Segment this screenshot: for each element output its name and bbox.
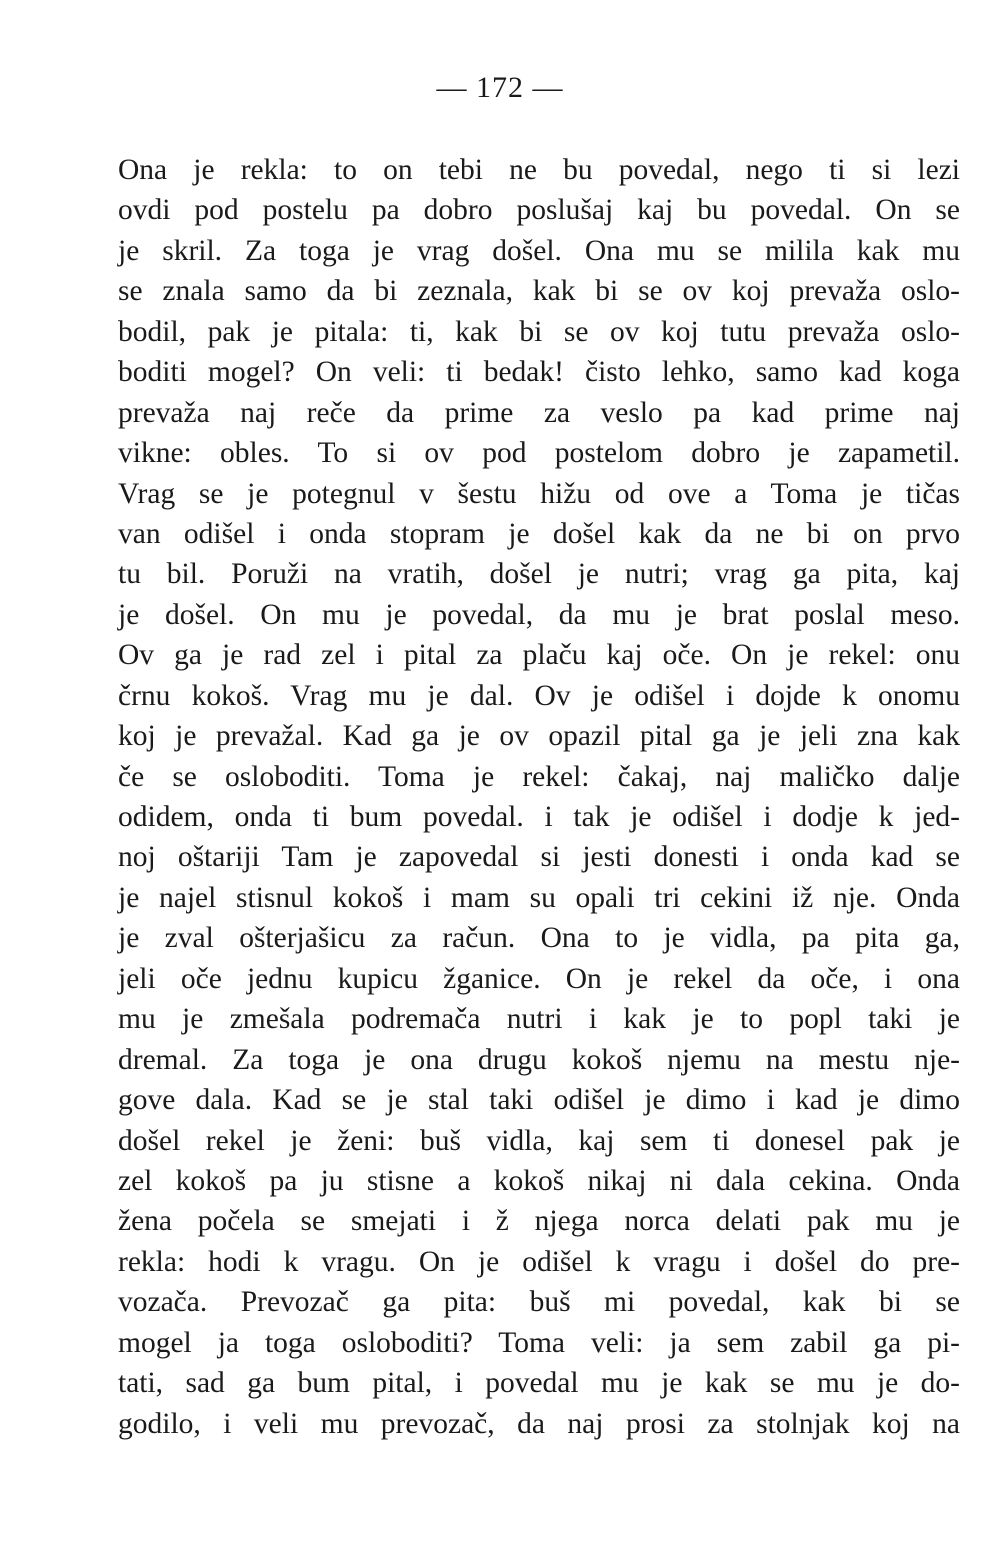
text-line: jeli oče jednu kupicu žganice. On je rekel da oče, i ona — [118, 962, 960, 995]
text-line: Ov ga je rad zel i pital za plaču kaj oče. On je rekel: onu — [118, 639, 960, 672]
text-line: prevaža naj reče da prime za veslo pa kad prime naj — [118, 396, 960, 429]
body-text — [118, 150, 960, 1444]
text-line: mu je zmešala podremača nutri i kak je to popl taki je — [118, 1003, 960, 1036]
text-line: je došel. On mu je povedal, da mu je brat poslal meso. — [118, 598, 960, 631]
text-line: žena počela se smejati i ž njega norca delati pak mu je — [118, 1205, 960, 1238]
text-line: vozača. Prevozač ga pita: buš mi povedal, kak bi se — [118, 1286, 960, 1319]
text-line: je skril. Za toga je vrag došel. Ona mu se milila kak mu — [118, 234, 960, 267]
text-line: če se osloboditi. Toma je rekel: čakaj, naj maličko dalje — [118, 760, 960, 793]
text-line: tu bil. Poruži na vratih, došel je nutri; vrag ga pita, kaj — [118, 558, 960, 591]
text-line: Ona je rekla: to on tebi ne bu povedal, nego ti si lezi — [118, 154, 960, 186]
text-line: koj je prevažal. Kad ga je ov opazil pital ga je jeli zna kak — [118, 720, 960, 753]
text-line: van odišel i onda stopram je došel kak da ne bi on prvo — [118, 517, 960, 550]
text-line: bodil, pak je pitala: ti, kak bi se ov koj tutu prevaža oslo- — [118, 315, 960, 348]
text-line: došel rekel je ženi: buš vidla, kaj sem ti donesel pak je — [118, 1124, 960, 1157]
text-line: gove dala. Kad se je stal taki odišel je dimo i kad je dimo — [118, 1084, 960, 1117]
text-line: se znala samo da bi zeznala, kak bi se ov koj prevaža oslo- — [118, 275, 960, 308]
text-line: mogel ja toga osloboditi? Toma veli: ja sem zabil ga pi- — [118, 1326, 960, 1359]
text-line: godilo, i veli mu prevozač, da naj prosi za stolnjak koj na — [118, 1407, 960, 1440]
text-line: dremal. Za toga je ona drugu kokoš njemu na mestu nje- — [118, 1043, 960, 1076]
page-number: — 172 — — [436, 71, 564, 104]
text-line: zel kokoš pa ju stisne a kokoš nikaj ni dala cekina. Onda — [118, 1164, 960, 1197]
text-line: je zval ošterjašicu za račun. Ona to je vidla, pa pita ga, — [118, 922, 960, 955]
text-line: tati, sad ga bum pital, i povedal mu je kak se mu je do- — [118, 1367, 960, 1400]
text-line: Vrag se je potegnul v šestu hižu od ove a Toma je tičas — [118, 477, 960, 510]
text-line: noj oštariji Tam je zapovedal si jesti donesti i onda kad se — [118, 841, 960, 874]
text-line: vikne: obles. To si ov pod postelom dobro je zapametil. — [118, 437, 960, 470]
text-line: ovdi pod postelu pa dobro poslušaj kaj bu povedal. On se — [118, 194, 960, 227]
text-line: je najel stisnul kokoš i mam su opali tri cekini iž nje. Onda — [118, 881, 960, 914]
text-line: boditi mogel? On veli: ti bedak! čisto lehko, samo kad koga — [118, 356, 960, 389]
text-line: odidem, onda ti bum povedal. i tak je odišel i dodje k jed- — [118, 801, 960, 833]
text-line: rekla: hodi k vragu. On je odišel k vragu i došel do pre- — [118, 1245, 960, 1278]
text-line: črnu kokoš. Vrag mu je dal. Ov je odišel i dojde k onomu — [118, 679, 960, 712]
